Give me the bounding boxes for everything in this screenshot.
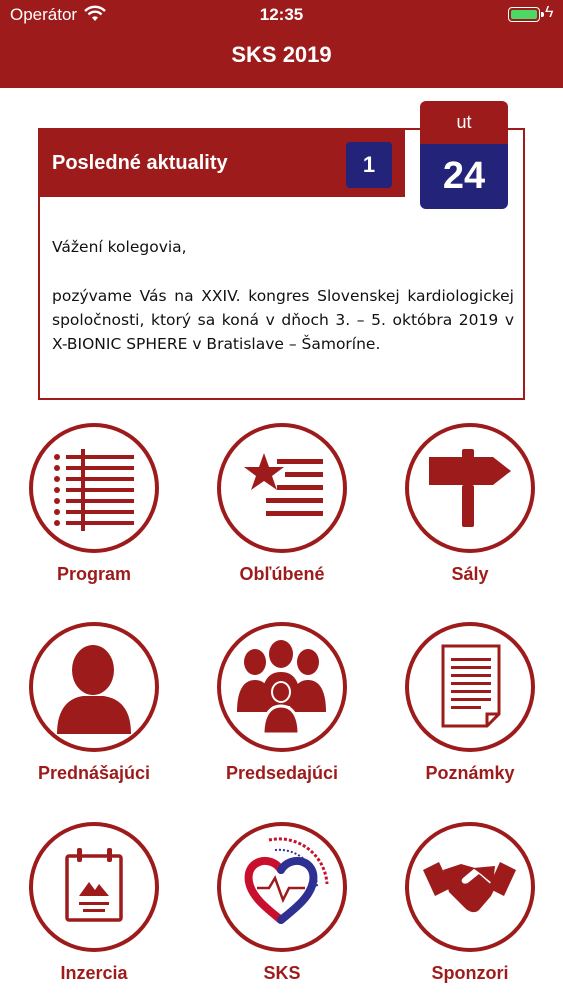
tile-label: Program [56,564,132,584]
news-greeting: Vážení kolegovia, [52,238,187,256]
tile-label: Prednášajúci [37,763,151,783]
news-text [52,238,514,356]
chairs-circle [217,622,347,752]
tile-label: Inzercia [60,963,128,983]
notes-document-icon [409,626,530,747]
clock: 12:35 [259,5,304,24]
tile-favorites[interactable] [202,423,362,585]
news-title: Posledné aktuality [52,152,228,174]
rooms-circle [405,423,535,553]
news-header [40,130,405,197]
favorites-star-icon [221,427,342,548]
tile-chairs[interactable] [202,622,362,784]
ad-calendar-icon [33,826,154,947]
chairs-group-icon [221,626,342,747]
carrier-label: Operátor [10,5,78,24]
date-weekday: ut [420,101,508,144]
charging-bolt-icon: ϟ [545,4,554,21]
sks-logo-icon [221,826,342,947]
tile-ads[interactable] [14,822,174,984]
tile-rooms[interactable] [390,423,550,585]
sponsors-circle [405,822,535,952]
date-badge [420,101,508,209]
signpost-icon [409,427,530,548]
tile-sponsors[interactable] [390,822,550,984]
program-list-icon [33,427,154,548]
news-count-badge: 1 [346,142,392,188]
sks-circle [217,822,347,952]
tile-label: SKS [263,963,301,983]
tile-speakers[interactable] [14,622,174,784]
tile-label: Poznámky [425,763,515,783]
tile-label: Sponzori [431,963,509,983]
favorites-circle [217,423,347,553]
tile-notes[interactable] [390,622,550,784]
notes-circle [405,622,535,752]
battery-icon [508,7,540,22]
status-bar [0,0,563,30]
tile-label: Sály [451,564,489,584]
speakers-circle [29,622,159,752]
tile-label: Predsedajúci [225,763,339,783]
ads-circle [29,822,159,952]
top-bar [0,0,563,88]
handshake-icon [409,826,530,947]
tile-label: Obľúbené [239,564,325,584]
date-day: 24 [420,144,508,209]
news-body: pozývame Vás na XXIV. kongres Slovenskej kardiologickej spoločnosti, ktorý sa koná v dňoch 3. – 5. októbra 2019 v X-BIONIC SPHERE v Bratislave – Šamoríne. [52,287,514,353]
tile-program[interactable] [14,423,174,585]
tile-sks[interactable] [202,822,362,984]
program-circle [29,423,159,553]
speaker-person-icon [33,626,154,747]
app-title: SKS 2019 [231,42,332,67]
